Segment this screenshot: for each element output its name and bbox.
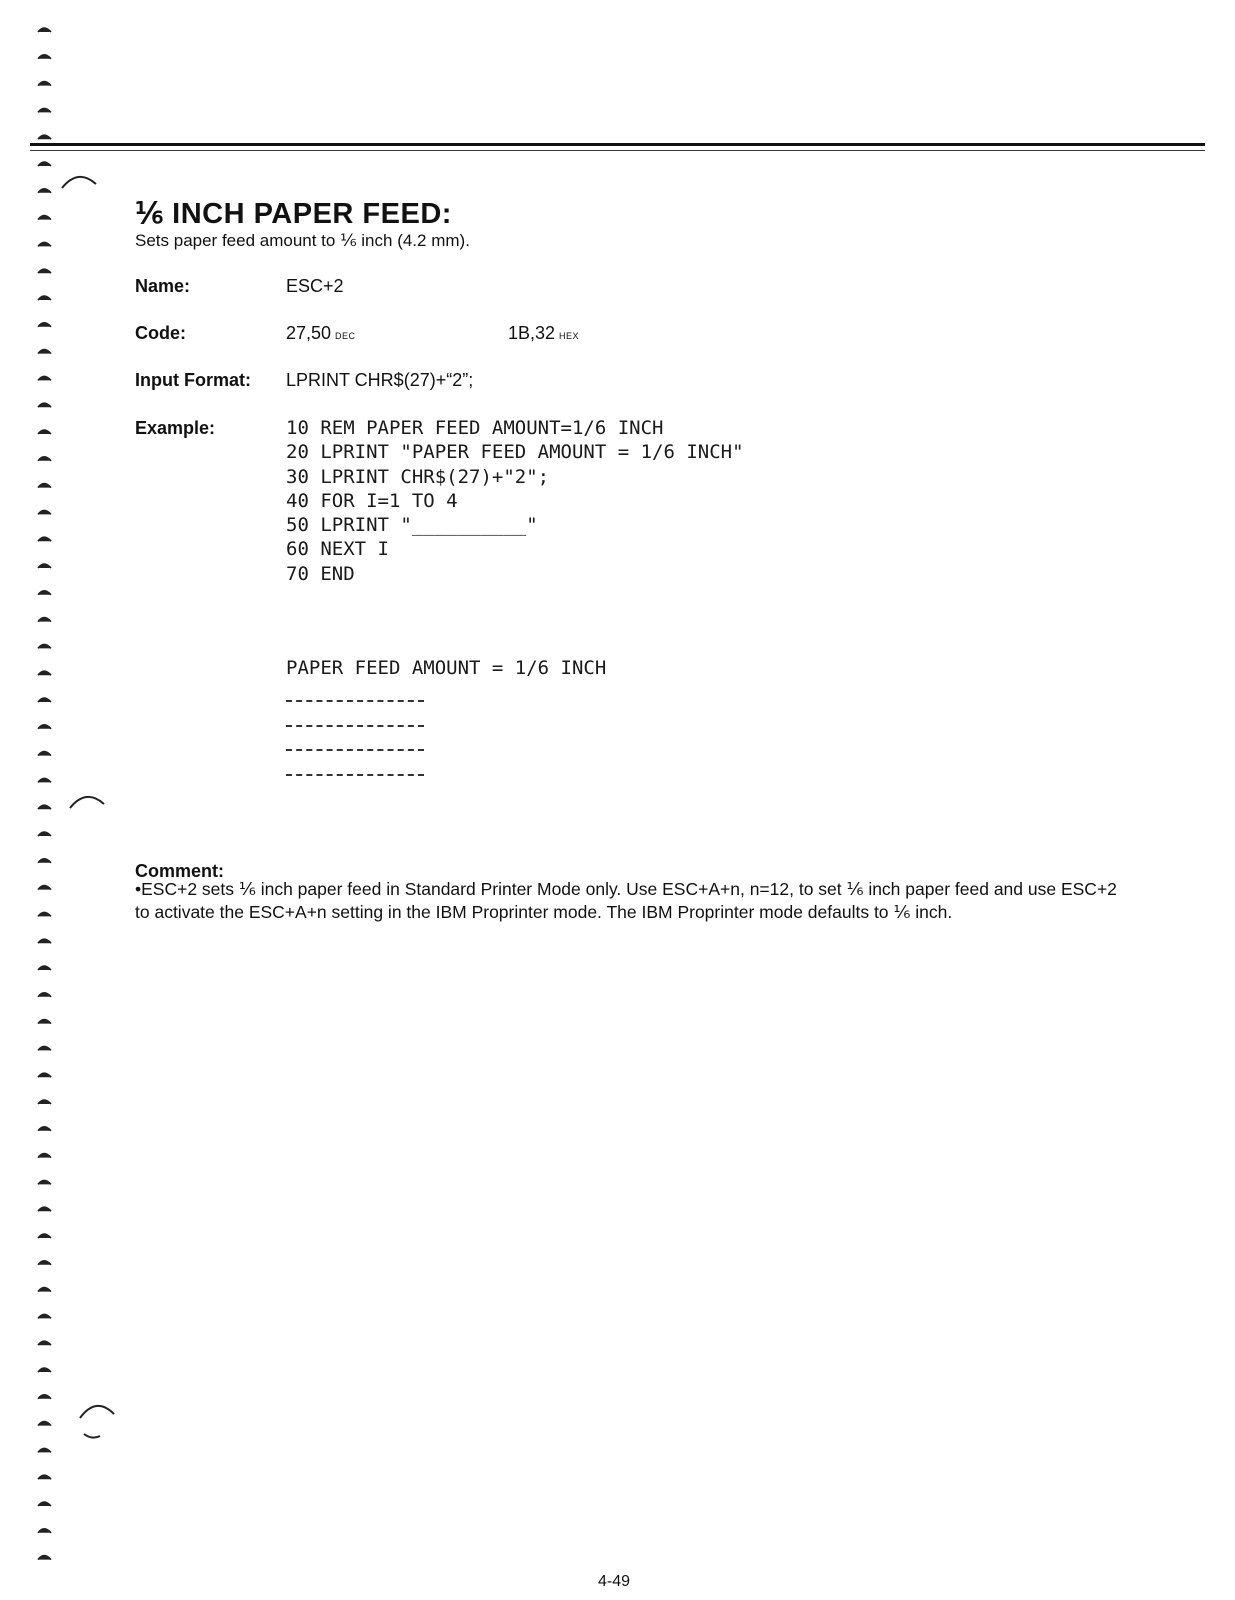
binder-hole-mark (38, 242, 51, 246)
binder-hole-mark (38, 162, 51, 166)
binder-hole-mark (38, 108, 51, 112)
binder-hole-mark (38, 1556, 51, 1560)
binder-hole-mark (38, 1288, 51, 1292)
binder-hole-mark (38, 564, 51, 568)
binder-hole-mark (38, 484, 51, 488)
binder-hole-mark (38, 135, 51, 139)
code-hex (508, 323, 579, 344)
binder-hole-mark (38, 1448, 51, 1452)
binder-hole-mark (38, 1529, 51, 1533)
binder-hole-mark (38, 698, 51, 702)
output-dashed-line (286, 749, 424, 751)
binder-hole-mark (38, 189, 51, 193)
binder-hole-mark (38, 537, 51, 541)
binder-hole-mark (38, 1422, 51, 1426)
binder-hole-mark (38, 859, 51, 863)
binder-hole-mark (38, 1502, 51, 1506)
code-line: 30 LPRINT CHR$(27)+"2"; (286, 465, 550, 488)
code-hex-unit: HEX (559, 331, 580, 341)
binder-hole-mark (38, 618, 51, 622)
code-line: 20 LPRINT "PAPER FEED AMOUNT = 1/6 INCH" (286, 441, 744, 464)
binder-hole-mark (38, 296, 51, 300)
binder-hole-mark (38, 644, 51, 648)
binder-hole-mark (38, 993, 51, 997)
example-label: Example: (135, 418, 216, 438)
input-format-value: LPRINT CHR$(27)+“2”; (286, 370, 474, 390)
output-dashed-line (286, 700, 424, 702)
code-line: 70 END (286, 562, 355, 585)
binder-hole-mark (38, 1100, 51, 1104)
binder-hole-mark (38, 510, 51, 514)
binder-hole-mark (38, 886, 51, 890)
output-dashed-line (286, 774, 424, 776)
code-dec-unit: DEC (335, 331, 356, 341)
code-line: 40 FOR I=1 TO 4 (286, 489, 458, 512)
binder-curve-mark (68, 790, 108, 810)
binder-hole-mark (38, 457, 51, 461)
binder-hole-marks (36, 20, 54, 1580)
binder-hole-mark (38, 1475, 51, 1479)
code-dec (286, 323, 356, 344)
binder-hole-mark (38, 752, 51, 756)
binder-hole-mark (38, 323, 51, 327)
binder-hole-mark (38, 1154, 51, 1158)
header-rule-thin (30, 150, 1205, 151)
binder-hole-mark (38, 430, 51, 434)
section-subtitle: Sets paper feed amount to ⅙ inch (4.2 mm). (135, 231, 470, 250)
code-dec-value: 27,50 (286, 323, 332, 343)
code-hex-value: 1B,32 (508, 323, 556, 343)
header-rule (30, 143, 1205, 146)
binder-hole-mark (38, 725, 51, 729)
binder-hole-mark (38, 1180, 51, 1184)
binder-hole-mark (38, 376, 51, 380)
code-label: Code: (135, 323, 186, 343)
binder-hole-mark (38, 778, 51, 782)
binder-hole-mark (38, 350, 51, 354)
binder-hole-mark (38, 805, 51, 809)
binder-hole-mark (38, 1127, 51, 1131)
example-code-block (286, 416, 744, 586)
binder-hole-mark (38, 1341, 51, 1345)
comment-text: •ESC+2 sets ⅙ inch paper feed in Standard Printer Mode only. Use ESC+A+n, n=12, to set ⅙ inch paper feed and use ESC+2 to activate the ESC+A+n setting in the IBM Proprinter mode. The IBM Proprinter mode defaults to ⅙ inch. (135, 879, 1117, 922)
output-dashed-line (286, 725, 424, 727)
binder-hole-mark (38, 1046, 51, 1050)
name-label: Name: (135, 276, 191, 296)
binder-hole-mark (38, 403, 51, 407)
example-output-heading: PAPER FEED AMOUNT = 1/6 INCH (286, 657, 607, 679)
binder-hole-mark (38, 1368, 51, 1372)
binder-hole-mark (38, 55, 51, 59)
binder-hole-mark (38, 216, 51, 220)
binder-hole-mark (38, 966, 51, 970)
section-title: ⅙ INCH PAPER FEED: (135, 198, 452, 230)
binder-hole-mark (38, 939, 51, 943)
code-line: 10 REM PAPER FEED AMOUNT=1/6 INCH (286, 417, 664, 439)
binder-hole-mark (38, 671, 51, 675)
code-line: 60 NEXT I (286, 538, 389, 561)
binder-curve-mark (78, 1396, 118, 1440)
binder-hole-mark (38, 1261, 51, 1265)
binder-hole-mark (38, 1207, 51, 1211)
page-number: 4-49 (598, 1573, 631, 1590)
binder-hole-mark (38, 28, 51, 32)
input-format-label: Input Format: (135, 370, 251, 390)
name-value: ESC+2 (286, 276, 344, 296)
binder-hole-mark (38, 1395, 51, 1399)
binder-hole-mark (38, 1020, 51, 1024)
binder-curve-mark (60, 170, 100, 190)
binder-hole-mark (38, 269, 51, 273)
comment-heading: Comment: (135, 861, 224, 881)
binder-hole-mark (38, 1314, 51, 1318)
binder-hole-mark (38, 832, 51, 836)
binder-hole-mark (38, 591, 51, 595)
binder-hole-mark (38, 912, 51, 916)
binder-hole-mark (38, 82, 51, 86)
binder-hole-mark (38, 1234, 51, 1238)
code-line: 50 LPRINT "__________" (286, 514, 538, 537)
binder-hole-mark (38, 1073, 51, 1077)
